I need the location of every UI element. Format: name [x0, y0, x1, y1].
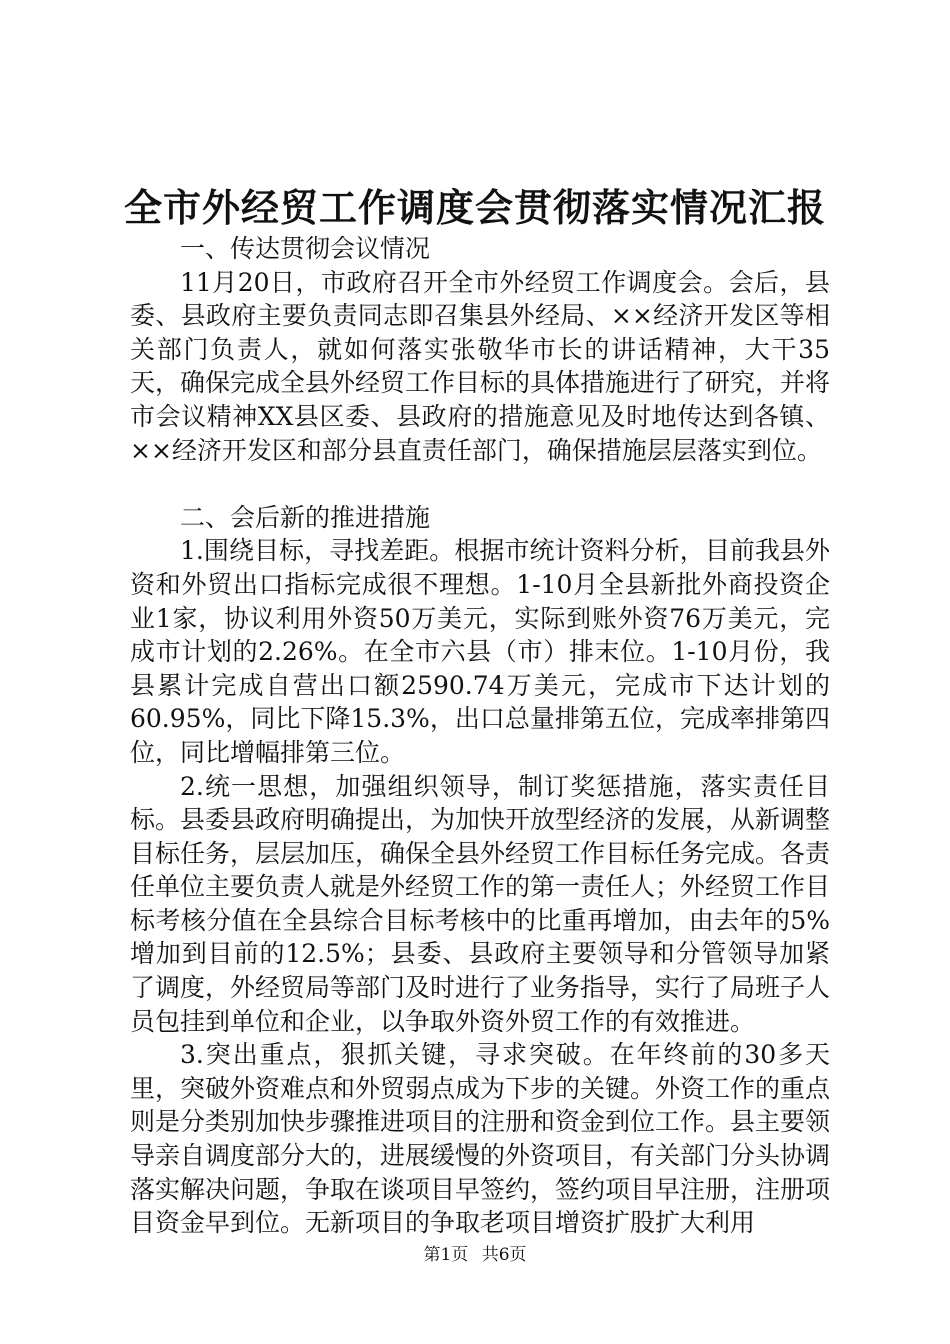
page-total: 共6页 [481, 1245, 527, 1265]
paragraph-meeting-summary: 11月20日，市政府召开全市外经贸工作调度会。会后，县委、县政府主要负责同志即召集县外经局、××经济开发区等相关部门负责人，就如何落实张敬华市长的讲话精神，大干35天，确保完成全县外经贸工作目标的具体措施进行了研究，并将市会议精神XX县区委、县政府的措施意见及时地传达到各镇、××经济开发区和部分县直责任部门，确保措施层层落实到位。 [130, 267, 831, 465]
page-footer [0, 1243, 950, 1267]
paragraph-measure-1: 1.围绕目标，寻找差距。根据市统计资料分析，目前我县外资和外贸出口指标完成很不理想。1-10月全县新批外商投资企业1家，协议利用外资50万美元，实际到账外资76万美元，完成市计划的2.26%。在全市六县（市）排末位。1-10月份，我县累计完成自营出口额2590.74万美元，完成市下达计划的60.95%，同比下降15.3%，出口总量排第五位，完成率排第四位，同比增幅排第三位。 [130, 536, 830, 767]
document-body [130, 232, 830, 1240]
section-heading-2: 二、会后新的推进措施 [180, 502, 431, 532]
section-heading-1: 一、传达贯彻会议情况 [180, 234, 431, 263]
paragraph-measure-2: 2.统一思想，加强组织领导，制订奖惩措施，落实责任目标。县委县政府明确提出，为加快开放型经济的发展，从新调整目标任务，层层加压，确保全县外经贸工作目标任务完成。各责任单位主要负责人就是外经贸工作的第一责任人；外经贸工作目标考核分值在全县综合目标考核中的比重再增加，由去年的5%增加到目前的12.5%；县委、县政府主要领导和分管领导加紧了调度，外经贸局等部门及时进行了业务指导，实行了局班子人员包挂到单位和企业，以争取外资外贸工作的有效推进。 [130, 771, 831, 1036]
paragraph-measure-3: 3.突出重点，狠抓关键，寻求突破。在年终前的30多天里，突破外资难点和外贸弱点成为下步的关键。外资工作的重点则是分类别加快步骤推进项目的注册和资金到位工作。县主要领导亲自调度部分大的，进展缓慢的外资项目，有关部门分头协调落实解决问题，争取在谈项目早签约，签约项目早注册，注册项目资金早到位。无新项目的争取老项目增资扩股扩大利用 [130, 1040, 831, 1238]
paragraph-gap [130, 467, 830, 501]
page-number: 第1页 [423, 1245, 469, 1265]
document-title: 全市外经贸工作调度会贯彻落实情况汇报 [123, 185, 826, 230]
